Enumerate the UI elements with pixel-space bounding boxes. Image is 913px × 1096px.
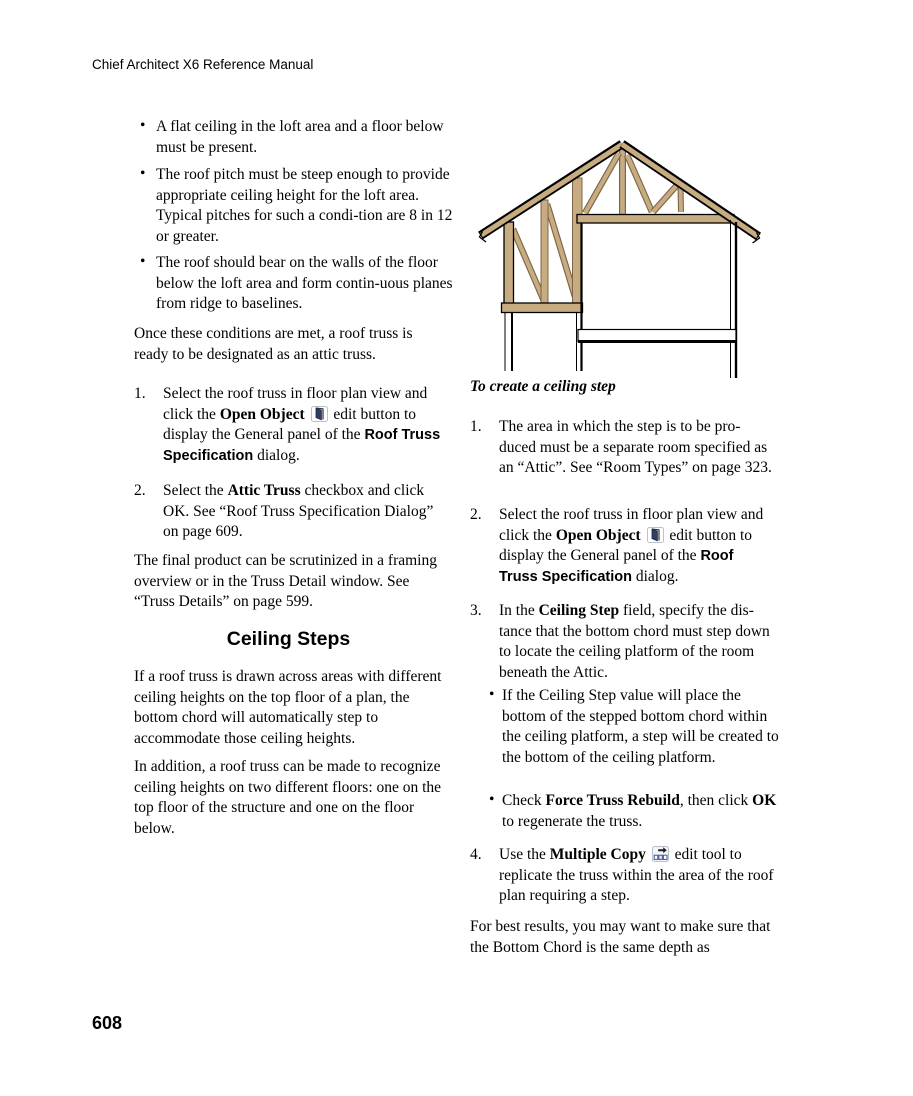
bullet-text: Check Force Truss Rebuild, then click OK to regenerate the truss.	[502, 792, 777, 830]
step-item	[470, 845, 776, 907]
paragraph: In addition, a roof truss can be made to recognize ceiling heights on two different floors: one on the top floor of the structure and one on the floor below.	[134, 758, 442, 837]
step-number: 2.	[134, 482, 146, 499]
paragraph: The final product can be scrutinized in a framing overview or in the Truss Detail window. See “Truss Details” on page 599.	[134, 552, 437, 610]
bullet-marker: •	[140, 253, 146, 270]
bullet-item	[134, 117, 465, 158]
bullet-item	[489, 791, 786, 832]
step-number: 1.	[470, 418, 482, 435]
page-number: 608	[92, 1013, 123, 1033]
bullet-text: The roof pitch must be steep enough to provide appropriate ceiling height for the loft area. Typical pitches for such a condi-tion are 8 in 12 or greater.	[156, 166, 453, 245]
multiple-copy-icon	[652, 846, 669, 862]
bullet-marker: •	[140, 117, 146, 134]
step-number: 1.	[134, 385, 146, 402]
header-title: Chief Architect X6 Reference Manual	[92, 57, 314, 72]
step-item	[470, 417, 776, 479]
step-item	[470, 601, 776, 683]
truss-figure	[477, 127, 764, 380]
paragraph: For best results, you may want to make sure that the Bottom Chord is the same depth as	[470, 918, 771, 956]
bullet-text: A flat ceiling in the loft area and a floor below must be present.	[156, 118, 444, 156]
step-text: Use the Multiple Copy edit tool to replicate the truss within the area of the roof plan requiring a step.	[499, 846, 774, 904]
paragraph: Once these conditions are met, a roof truss is ready to be designated as an attic truss.	[134, 325, 413, 363]
step-number: 4.	[470, 846, 482, 863]
open-object-icon	[647, 527, 664, 543]
step-item	[134, 481, 443, 543]
bullet-marker: •	[489, 686, 495, 703]
step-text: In the Ceiling Step field, specify the dis-tance that the bottom chord must step down to locate the ceiling platform of the room beneath the Attic.	[499, 602, 770, 681]
step-number: 2.	[470, 506, 482, 523]
section-heading-ceiling-steps: Ceiling Steps	[226, 628, 351, 650]
bullet-marker: •	[489, 791, 495, 808]
step-text: Select the roof truss in floor plan view and click the Open Object edit button to display the General panel of the Roof Truss Specification dialog.	[163, 385, 441, 464]
attic-truss-cross-section-drawing	[477, 127, 764, 380]
step-item	[134, 384, 443, 466]
step-text: Select the Attic Truss checkbox and click OK. See “Roof Truss Specification Dialog” on page 609.	[163, 482, 434, 540]
procedure-subheading: To create a ceiling step	[470, 378, 616, 395]
bullet-item	[134, 165, 465, 247]
step-text: The area in which the step is to be pro-duced must be a separate room specified as an “Attic”. See “Room Types” on page 323.	[499, 418, 772, 476]
bullet-text: The roof should bear on the walls of the floor below the loft area and form contin-uous planes from ridge to baselines.	[156, 254, 453, 312]
paragraph: If a roof truss is drawn across areas with different ceiling heights on the top floor of a plan, the bottom chord will automatically step to accommodate those ceiling heights.	[134, 668, 442, 747]
step-text: Select the roof truss in floor plan view and click the Open Object edit button to display the General panel of the Roof Truss Specification dialog.	[499, 506, 764, 585]
bullet-item	[489, 686, 786, 768]
step-item	[470, 505, 776, 587]
bullet-item	[134, 253, 465, 315]
bullet-marker: •	[140, 165, 146, 182]
bullet-text: If the Ceiling Step value will place the bottom of the stepped bottom chord within the ceiling platform, a step will be created to the bottom of the ceiling platform.	[502, 687, 779, 766]
step-number: 3.	[470, 602, 482, 619]
open-object-icon	[311, 406, 328, 422]
